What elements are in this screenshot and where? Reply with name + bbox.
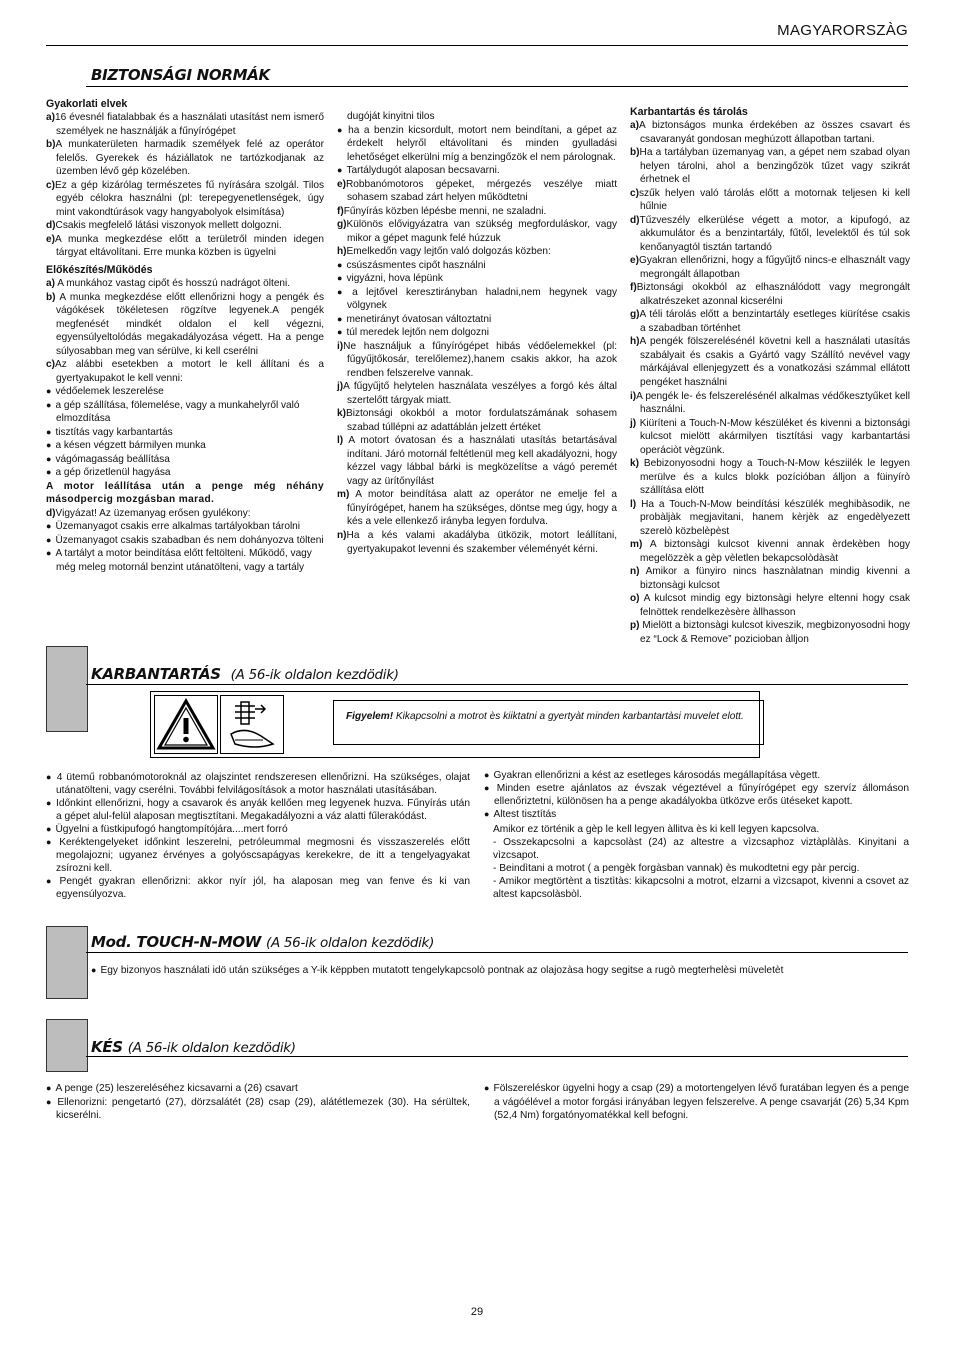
maintenance-title: KARBANTARTÁS (A 56-ik oldalon kezdödik) bbox=[91, 665, 399, 683]
touch-n-mow-text: ● Egy bizonyos használati idö után szükséges a Y-ik këppben mutatott tengelykapcsolò pontnak az olajozàsa hogy segitse a rugò megterhelèsi müveletèt bbox=[91, 964, 911, 978]
paragraph: Amikor ez történik a gèp le kell legyen àllitva ès ki kell legyen kapcsolva. bbox=[493, 824, 820, 836]
list-item: g)Különös elővigyázatra van szükség megforduláskor, vagy mikor a gépet magunk felé húzzuk bbox=[337, 219, 617, 244]
bullet-item: ● a gép szállítása, fölemelése, vagy a munkahelyről való elmozdítása bbox=[46, 399, 324, 426]
bullet-item: ● Üzemanyagot csakis szabadban és nem dohányozva tölteni bbox=[46, 534, 324, 548]
list-item: f)Biztonsági okokból az elhasználódott vagy megrongált alkatrészeket azonnal kicserélni bbox=[630, 282, 910, 307]
bullet-item: ● ha a benzin kicsordult, motort nem beindítani, a gépet az érdekelt helyről eltávolítani és minden gyulladási lehetőséget elkerülni míg a benzingőzök el nem párolognak. bbox=[337, 124, 617, 165]
page-number: 29 bbox=[470, 1306, 484, 1318]
list-item: p) Mielött a biztonsàgi kulcsot kiveszik, megbizonyosodni hogy ez “Lock & Remove” pozicioban àlljon bbox=[630, 620, 910, 645]
list-item: a) A munkához vastag cipőt és hosszú nadrágot ölteni. bbox=[46, 278, 291, 290]
list-item: f)Fűnyírás közben lépésbe menni, ne szaladni. bbox=[337, 205, 547, 217]
list-item: l) A motort óvatosan és a használati utasítás betartásával indítani. Járó motornál feltétlenül meg kell akadályozni, hogy kézzel vagy lábbal bárki is megközelítse a vágó peremét vagy az ürítőnyílást bbox=[337, 435, 617, 487]
list-item: c)szűk helyen való tárolás előtt a motornak teljesen ki kell hűlnie bbox=[630, 187, 910, 213]
list-item: n) Amikor a fünyiro nincs hasznàlatnan mindig kivenni a biztonsàgi kulcsot bbox=[630, 566, 910, 591]
country-header: MAGYARORSZÀG bbox=[777, 22, 908, 39]
list-item: b) A munka megkezdése előtt ellenőrizni hogy a pengék és vágókések tökéletesen rögzítve legyenek.A pengék megfenését mindkét oldalon el kell végezni, egyensúlyeltolódás megakadályozása végett. Ha a penge súlyosabban meg van sérülve, ki kell cserélni bbox=[46, 291, 324, 357]
touch-n-mow-rule bbox=[86, 952, 908, 953]
bullet-item: ● Altest tisztítás bbox=[484, 808, 909, 821]
maintenance-rule bbox=[86, 684, 908, 685]
list-item: e)A munka megkezdése előtt a területről minden idegen tárgyat eltávolítani. Erre munka közben is ügyelni bbox=[46, 233, 324, 259]
list-item: j) Kiüríteni a Touch-N-Mow készüléket és kivenni a biztonsági kulcsot mielött akármilyen tisztítási vagy karbantartási operáciòt vègzünk. bbox=[630, 417, 910, 456]
safety-title: BIZTONSÁGI NORMÁK bbox=[91, 66, 270, 84]
header-rule bbox=[46, 45, 908, 46]
warning-box bbox=[150, 691, 760, 758]
list-item: a)16 évesnél fiatalabbak és a használati utasítást nem ismerő személyek ne használják a fűnyírógépet bbox=[46, 112, 324, 137]
bullet-item: ● vigyázni, hova lépünk bbox=[337, 272, 617, 286]
list-item: k)Biztonsági okokból a motor fordulatszámának sohasem szabad túllépni az adattáblán jelzett értéket bbox=[337, 408, 617, 433]
bullet-item: ● Tartálydugót alaposan becsavarni. bbox=[337, 164, 617, 178]
section-marker-box bbox=[46, 926, 88, 999]
dash-item: - Amikor megtörtènt a tisztìtàs: kikapcsolni a motrot, elzarni a vìzcsapot, kivenni a csovet az altest kapcsolàsbòl. bbox=[493, 876, 909, 901]
blade-rule bbox=[86, 1056, 908, 1057]
warning-text: Figyelem! Kikapcsolni a motrot ès kiiktatni a gyertyàt minden karbantartàsi muvelet elott. bbox=[333, 700, 764, 745]
safety-column-2 bbox=[337, 110, 617, 556]
safety-column-3 bbox=[630, 105, 910, 646]
bullet-item: ● a késen végzett bármilyen munka bbox=[46, 439, 324, 453]
bullet-item: ● A tartályt a motor beindítása előtt feltölteni. Működő, vagy még meleg motornál benzint utánatölteni, vagy a tartály bbox=[46, 547, 324, 574]
continued-text: dugóját kinyitni tilos bbox=[347, 111, 435, 122]
section-heading: Karbantartás és tárolás bbox=[630, 106, 748, 118]
bullet-item: ● Fölszereléskor ügyelni hogy a csap (29) a motortengelyen lévő furatában legyen és a penge a vágóélével a motor forgási irányában legyen felszerelve. A penge csavarját (26) 5,34 Kpm (52,4 Nm) forgatónyomatékkal kell befogni. bbox=[484, 1082, 909, 1123]
list-item: b)A munkaterületen harmadik személyek felé az operátor felelős. Gyerekek és háziállatok ne tartózkodjanak az üzemben lévő gép közelében. bbox=[46, 139, 324, 178]
list-item: m) A biztonsàgi kulcsot kivenni annak èrdekèben hogy megelözzèk a gèp vèletlen bekapcsolòdàsàt bbox=[630, 539, 910, 564]
list-item: g)A téli tárolás előtt a benzintartály esetleges kiürítése csakis a szabadban történhet bbox=[630, 309, 910, 334]
spark-plug-disconnect-icon bbox=[220, 695, 284, 754]
bullet-item: ● menetirányt óvatosan változtatni bbox=[337, 313, 617, 327]
safety-rule bbox=[86, 86, 908, 87]
blade-title: KÉS (A 56-ik oldalon kezdödik) bbox=[91, 1038, 296, 1056]
touch-n-mow-title: Mod. TOUCH-N-MOW (A 56-ik oldalon kezdödik) bbox=[91, 933, 435, 951]
blade-right-column bbox=[484, 1082, 909, 1123]
dash-item: - Osszekapcsolni a kapcsolàst (24) az altestre a vìzcsaphoz viztàplàlàs. Kinyitani a vìzcsapot. bbox=[493, 837, 909, 862]
bullet-item: ● túl meredek lejtőn nem dolgozni bbox=[337, 326, 617, 340]
list-item: h)Emelkedőn vagy lejtőn való dolgozás közben: bbox=[337, 246, 551, 258]
bullet-item: ● tisztítás vagy karbantartás bbox=[46, 426, 324, 440]
list-item: l) Ha a Touch-N-Mow beindítási készülék meghibàsodik, ne probàljàk megjavitani, hanem kèrjèk az engedèlyezett szerelò közbelèpèst bbox=[630, 498, 910, 537]
list-item: o) A kulcsot mindig egy biztonsàgi helyre eltenni hogy csak felnöttek rendelkezèsère àllhasson bbox=[630, 593, 910, 618]
bullet-item: ● Ellenorizni: pengetartó (27), dörzsalátét (28) csap (29), alátétlemezek (30). Ha sérültek, kicserélni. bbox=[46, 1096, 470, 1123]
bullet-item: ● vágómagasság beállítása bbox=[46, 453, 324, 467]
list-item: i)A pengék le- és felszerelésénél alkalmas védőkesztyűket kell használni. bbox=[630, 390, 910, 416]
bullet-item: ● csúszásmentes cipőt használni bbox=[337, 259, 617, 273]
list-item: m) A motor beindítása alatt az operátor ne emelje fel a fűnyírógépet, hanem ha szükséges, döntse meg úgy, hogy a kés a vele ellenkező irányba legyen fordulva. bbox=[337, 489, 617, 528]
dash-item: - Beindìtani a motrot ( a pengèk forgàsban vannak) ès mukodtetni egy pàr percig. bbox=[493, 863, 860, 875]
section-marker-box bbox=[46, 1019, 88, 1072]
maintenance-right-column bbox=[484, 769, 909, 901]
bullet-item: ● Pengét gyakran ellenőrizni: akkor nyír jól, ha alaposan meg van fenve és ki van egyensúlyozva. bbox=[46, 875, 470, 901]
list-item: i)Ne használjuk a fűnyírógépet hibás védőelemekkel (pl: fűgyűjtőkosár, terelőlemez),hanem csakis akkor, ha azok rendben felszerelve vannak. bbox=[337, 340, 617, 379]
list-item: e)Robbanómotoros gépeket, mérgezés veszélye miatt sohasem szabad zárt helyen működtetni bbox=[337, 178, 617, 204]
bullet-item: ● Ügyelni a füstkipufogó hangtompítójára....mert forró bbox=[46, 823, 470, 836]
section-heading: Gyakorlati elvek bbox=[46, 98, 128, 110]
bold-note: A motor leállítása után a penge még néhány másodpercig mozgásban marad. bbox=[46, 480, 324, 506]
list-item: k) Bebizonyosodni hogy a Touch-N-Mow késziilék le legyen merülve és a kulcs blokk pozícióban álljon a füinyírò szállítása elött bbox=[630, 458, 910, 497]
safety-column-1 bbox=[46, 97, 324, 574]
list-item: h)A pengék fölszerelésénél követni kell a használati utasítás szabályait és csakis a Gyártó vagy Szállító nevével vagy márkájával ellenjegyzett és a vonatkozási számmal ellátott pengéket használni bbox=[630, 336, 910, 388]
bullet-item: ● Keréktengelyeket időnkint leszerelni, petróleummal megmosni és visszaszerelés előtt megolajozni; ugyanez érvényes a golyóscsapágyas kerekekre, de itt a tengelyagyakat zsírozni kell. bbox=[46, 836, 470, 875]
list-item: d)Tűzveszély elkerülése végett a motor, a kipufogó, az akkumulátor és a benzintartály, fűtől, levelektől és túl sok kenőanyagtól tisztán tartandó bbox=[630, 214, 910, 253]
list-item: b)Ha a tartályban üzemanyag van, a gépet nem szabad olyan helyen tárolni, ahol a benzingőzök tűzet vagy szikrát érhetnek el bbox=[630, 147, 910, 186]
bullet-item: ● Minden esetre ajánlatos az évszak végeztével a fűnyírógépet egy szervíz állomáson ellenőriztetni, különösen ha a penge akadályokba ütközve erős ütéseket kapott. bbox=[484, 782, 909, 808]
bullet-item: ● A penge (25) leszereléséhez kicsavarni a (26) csavart bbox=[46, 1082, 470, 1096]
list-item: c)Az alábbi esetekben a motort le kell állítani és a gyertyakupakot le kell venni: bbox=[46, 359, 324, 384]
maintenance-left-column bbox=[46, 771, 470, 901]
bullet-item: ● Időnkint ellenőrizni, hogy a csavarok és anyák kellően meg legyenek huzva. Fűnyírás után a gépet alul-felül alaposan megtisztítani. Megakadályozni a váz alatti fűlerakódást. bbox=[46, 797, 470, 823]
list-item: n)Ha a kés valami akadályba ütközik, motort leállítani, gyertyakupakot levenni és szakember véleményét kérni. bbox=[337, 529, 617, 555]
bullet-item: ● védőelemek leszerelése bbox=[46, 385, 324, 399]
section-heading: Előkészítés/Működés bbox=[46, 263, 153, 276]
list-item: e)Gyakran ellenőrizni, hogy a fűgyűjtő nincs-e elhasznált vagy megrongált állapotban bbox=[630, 255, 910, 280]
warning-triangle-icon bbox=[154, 695, 218, 754]
list-item: d)Csakis megfelelő látási viszonyok mellett dolgozni. bbox=[46, 220, 282, 232]
bullet-item: ● Üzemanyagot csakis erre alkalmas tartályokban tárolni bbox=[46, 520, 324, 534]
list-item: j)A fűgyűjtő helytelen használata veszélyes a forgó kés által szertelőtt tárgyak miatt. bbox=[337, 381, 617, 406]
bullet-item: ● a gép őrizetlenül hagyása bbox=[46, 466, 324, 480]
bullet-item: ● a lejtővel keresztirányban haladni,nem hegynek vagy völgynek bbox=[337, 286, 617, 313]
section-marker-box bbox=[46, 646, 88, 732]
list-item: c)Ez a gép kizárólag természetes fű nyírására szolgál. Tilos egyéb célokra használni (pl: terepegyenetlenségek, úgy mint vakondtúrások vagy hangyabolyok elsimítása) bbox=[46, 179, 324, 218]
list-item: a)A biztonságos munka érdekében az összes csavart és csavaranyát gondosan meghúzott állapotban tartani. bbox=[630, 120, 910, 145]
blade-left-column bbox=[46, 1082, 470, 1123]
bullet-item: ● Gyakran ellenőrizni a kést az esetleges károsodás megállapítása vègett. bbox=[484, 769, 909, 782]
list-item: d)Vigyázat! Az üzemanyag erősen gyulékony: bbox=[46, 507, 251, 519]
bullet-item: ● 4 ütemű robbanómotoroknál az olajszintet rendszeresen ellenőrizni. Ha szükséges, olajat utánatölteni, vagy cserélni. További felvilágosítások a motor használati utasításában. bbox=[46, 771, 470, 797]
